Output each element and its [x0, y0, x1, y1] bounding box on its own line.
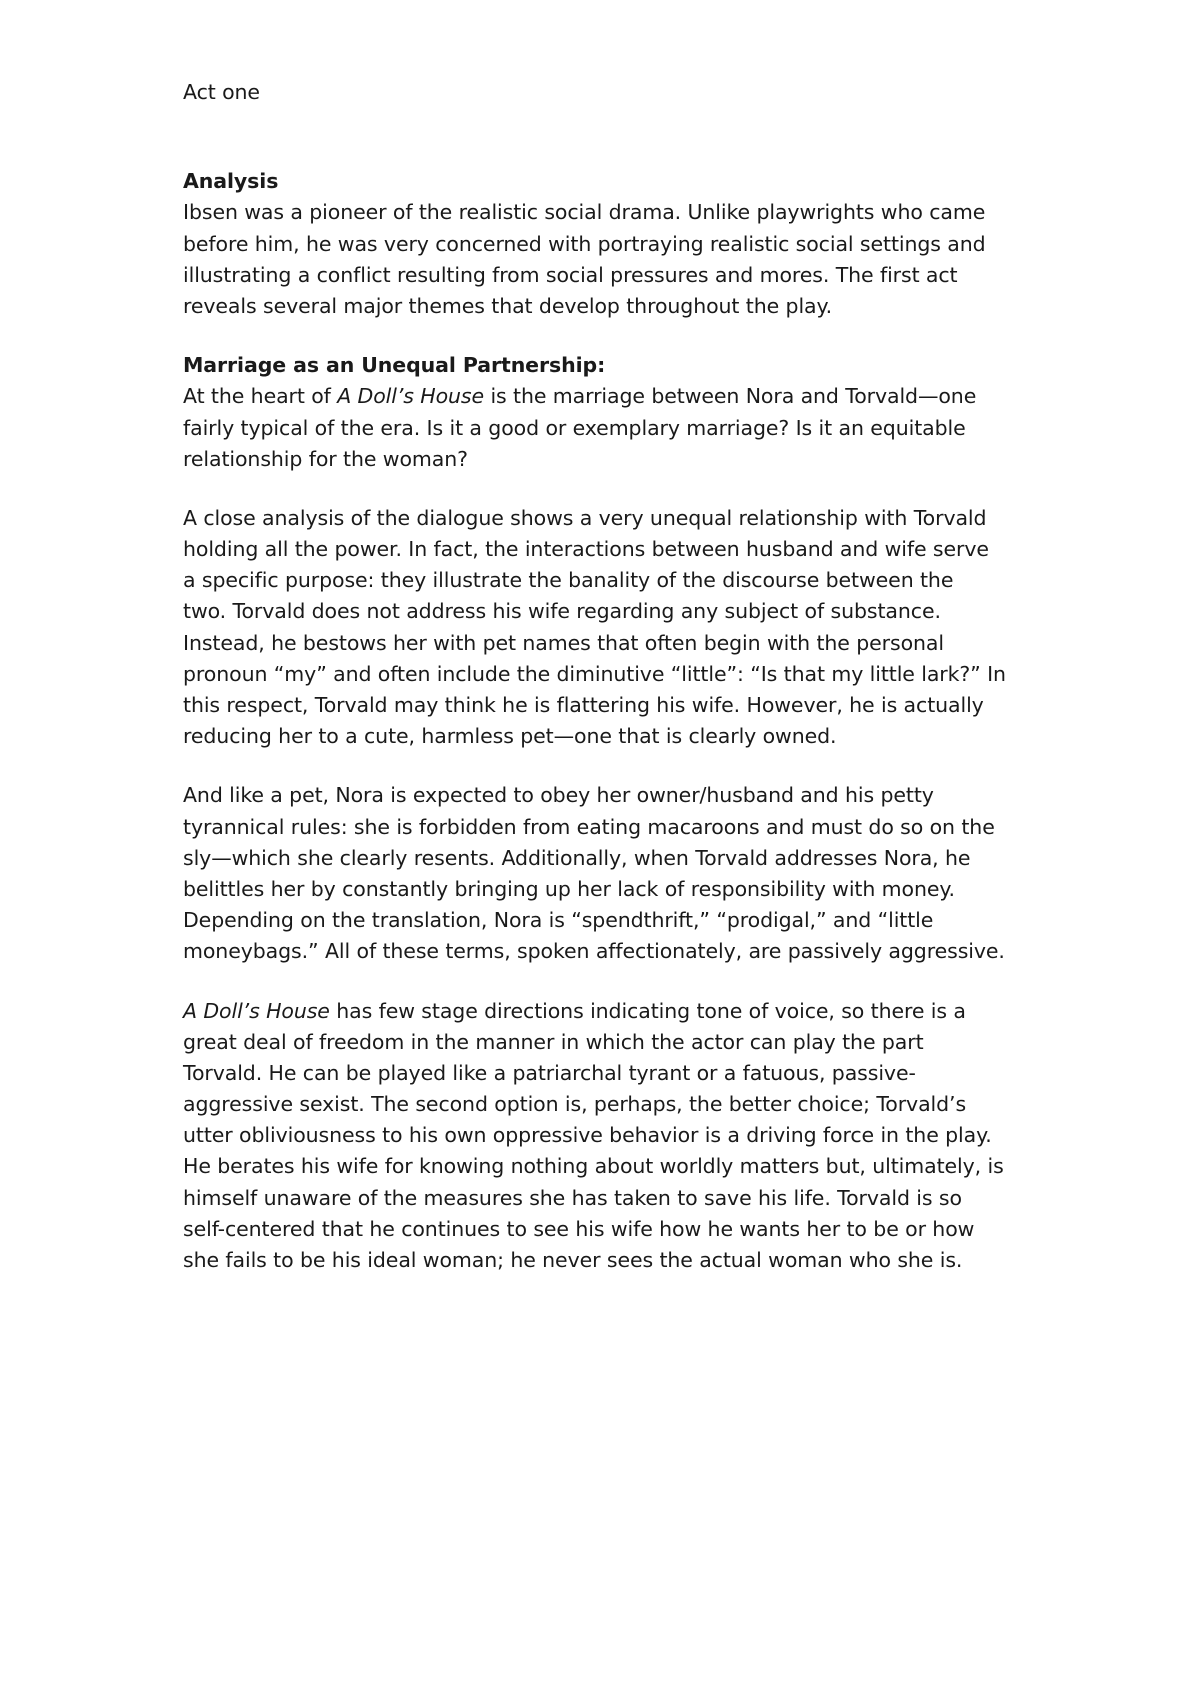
marriage-paragraph-3 [183, 780, 1043, 967]
text-line: himself unaware of the measures she has taken to save his life. Torvald is so [183, 1185, 962, 1210]
text-line: fairly typical of the era. Is it a good or exemplary marriage? Is it an equitable [183, 415, 966, 440]
play-title: A Doll’s House [183, 998, 330, 1023]
text-line: belittles her by constantly bringing up her lack of responsibility with money. [183, 876, 955, 901]
text-line: illustrating a conflict resulting from social pressures and mores. The first act [183, 262, 958, 287]
text-line: A close analysis of the dialogue shows a very unequal relationship with Torvald [183, 505, 987, 530]
document-body [183, 77, 1043, 1276]
text-segment: has few stage directions indicating tone of voice, so there is a [329, 998, 966, 1023]
marriage-paragraph-4 [183, 996, 1043, 1277]
text-line: relationship for the woman? [183, 446, 468, 471]
text-line: before him, he was very concerned with portraying realistic social settings and [183, 231, 986, 256]
text-line: Torvald. He can be played like a patriarchal tyrant or a fatuous, passive- [183, 1060, 916, 1085]
text-line: tyrannical rules: she is forbidden from eating macaroons and must do so on the [183, 814, 995, 839]
text-line [183, 996, 1043, 1027]
text-line: moneybags.” All of these terms, spoken affectionately, are passively aggressive. [183, 939, 1005, 964]
text-line: sly—which she clearly resents. Additionally, when Torvald addresses Nora, he [183, 845, 971, 870]
text-line: a specific purpose: they illustrate the banality of the discourse between the [183, 568, 954, 593]
text-line [183, 381, 1043, 412]
analysis-heading: Analysis [183, 169, 279, 194]
text-line: aggressive sexist. The second option is, perhaps, the better choice; Torvald’s [183, 1092, 967, 1117]
text-line: Instead, he bestows her with pet names that often begin with the personal [183, 630, 944, 655]
text-line: holding all the power. In fact, the interactions between husband and wife serve [183, 537, 989, 562]
text-segment: is the marriage between Nora and Torvald—one [484, 384, 977, 409]
play-title: A Doll’s House [337, 384, 485, 409]
marriage-paragraph-1 [183, 381, 1043, 475]
text-line: utter obliviousness to his own oppressive behavior is a driving force in the play. [183, 1123, 992, 1148]
text-line: great deal of freedom in the manner in which the actor can play the part [183, 1029, 924, 1054]
text-line: reducing her to a cute, harmless pet—one that is clearly owned. [183, 724, 837, 749]
marriage-heading: Marriage as an Unequal Partnership: [183, 353, 606, 378]
text-line: two. Torvald does not address his wife regarding any subject of substance. [183, 599, 941, 624]
text-line: And like a pet, Nora is expected to obey her owner/husband and his petty [183, 783, 934, 808]
text-line: He berates his wife for knowing nothing about worldly matters but, ultimately, is [183, 1154, 1004, 1179]
text-line: Depending on the translation, Nora is “spendthrift,” “prodigal,” and “little [183, 908, 934, 933]
text-line: reveals several major themes that develop throughout the play. [183, 293, 833, 318]
text-line: self-centered that he continues to see his wife how he wants her to be or how [183, 1216, 975, 1241]
text-line: Ibsen was a pioneer of the realistic social drama. Unlike playwrights who came [183, 200, 986, 225]
text-line: pronoun “my” and often include the diminutive “little”: “Is that my little lark?” In [183, 661, 1006, 686]
text-line: she fails to be his ideal woman; he never sees the actual woman who she is. [183, 1248, 963, 1272]
text-line: this respect, Torvald may think he is flattering his wife. However, he is actually [183, 693, 984, 717]
page-header: Act one [183, 80, 260, 104]
text-segment: At the heart of [183, 384, 338, 409]
marriage-paragraph-2 [183, 503, 1043, 753]
analysis-paragraph [183, 197, 1043, 322]
